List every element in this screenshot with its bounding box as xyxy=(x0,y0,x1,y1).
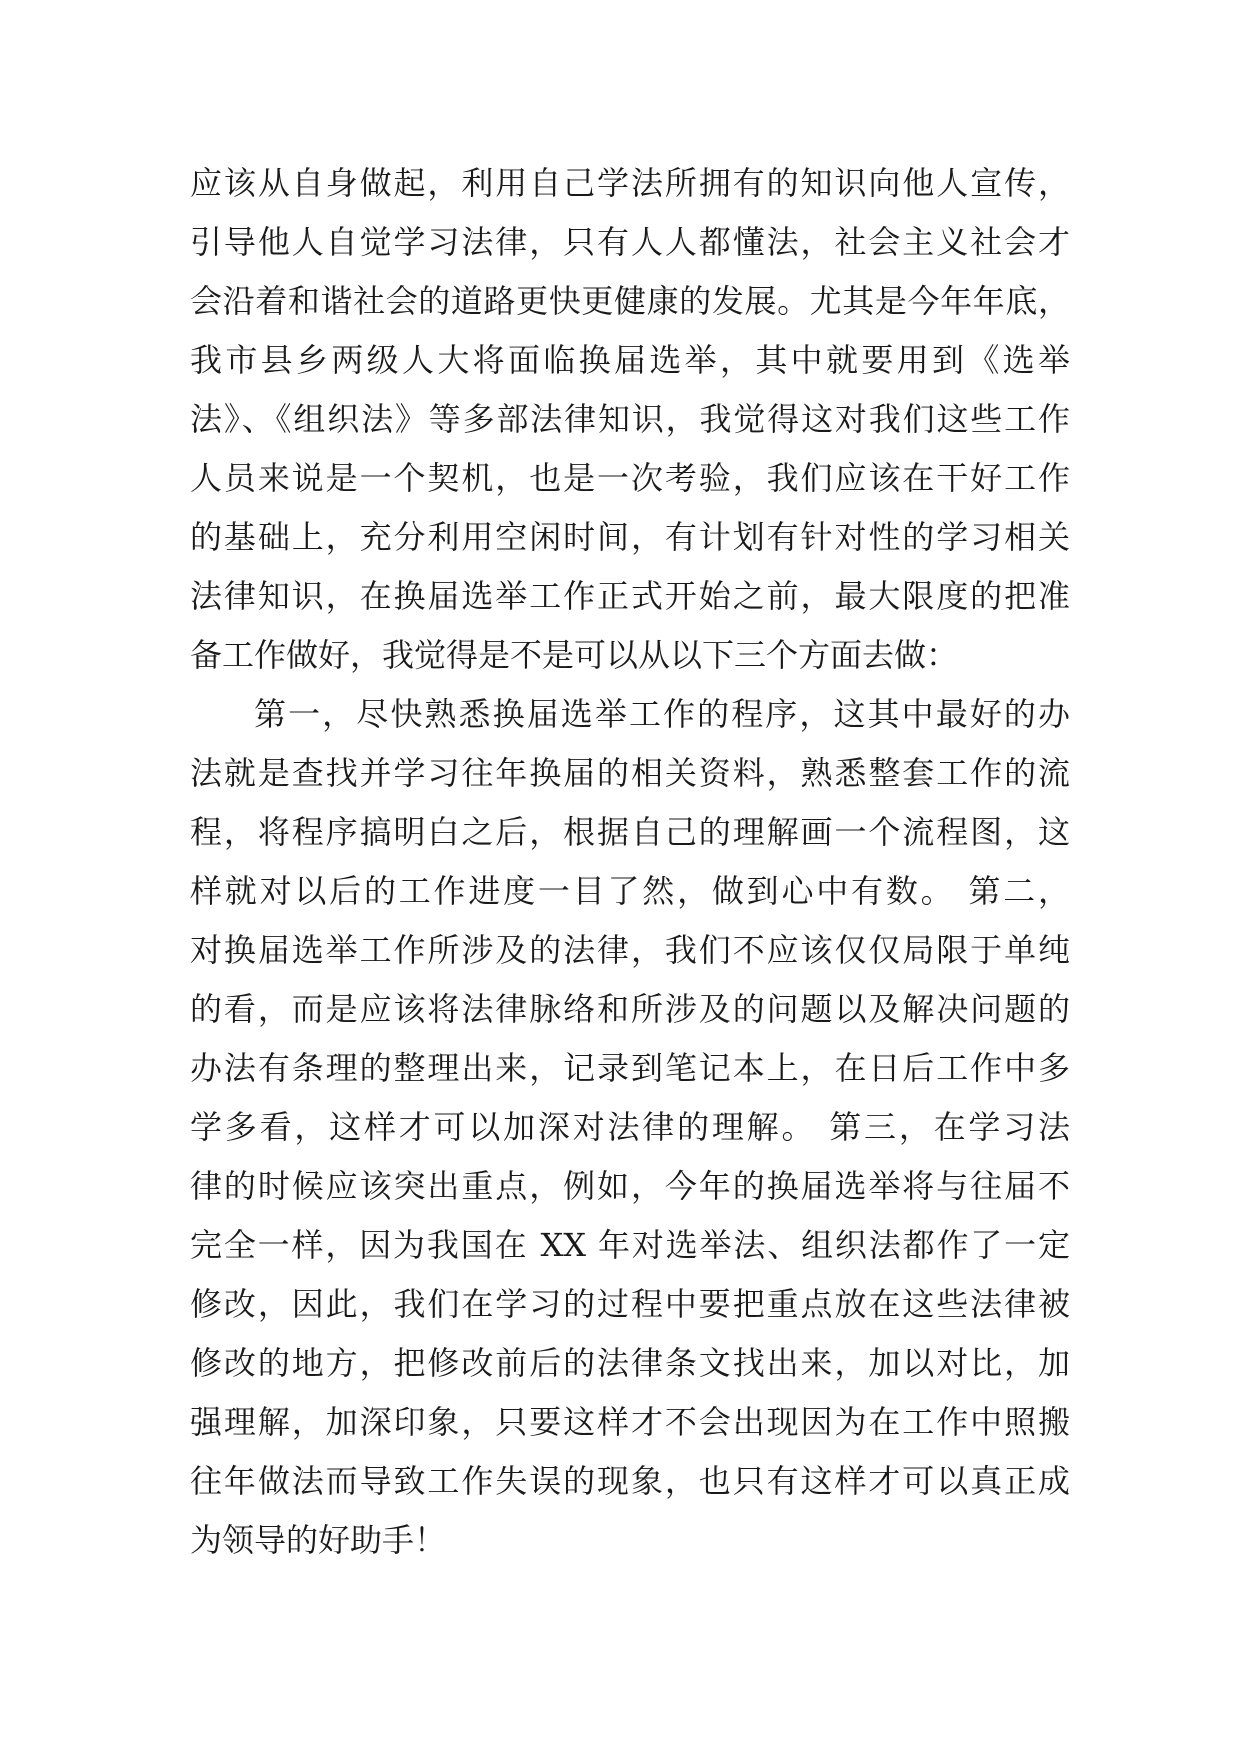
text-line: 引导他人自觉学习法律，只有人人都懂法，社会主义社会才 xyxy=(190,223,1070,261)
text-line: 会沿着和谐社会的道路更快更健康的发展。尤其是今年年底， xyxy=(190,282,1070,320)
text-line: 对换届选举工作所涉及的法律，我们不应该仅仅局限于单纯 xyxy=(190,931,1070,969)
text-line: 修改的地方，把修改前后的法律条文找出来，加以对比，加 xyxy=(190,1344,1070,1382)
text-line: 强理解，加深印象，只要这样才不会出现因为在工作中照搬 xyxy=(190,1403,1070,1441)
text-line: 的看，而是应该将法律脉络和所涉及的问题以及解决问题的 xyxy=(190,990,1070,1028)
text-line: 应该从自身做起，利用自己学法所拥有的知识向他人宣传， xyxy=(190,164,1070,202)
text-line: 学多看，这样才可以加深对法律的理解。 第三，在学习法 xyxy=(190,1108,1070,1146)
text-line: 程，将程序搞明白之后，根据自己的理解画一个流程图，这 xyxy=(190,813,1070,851)
text-line: 备工作做好，我觉得是不是可以从以下三个方面去做： xyxy=(190,636,959,674)
text-line: 办法有条理的整理出来，记录到笔记本上，在日后工作中多 xyxy=(190,1049,1070,1087)
text-line: 修改，因此，我们在学习的过程中要把重点放在这些法律被 xyxy=(190,1285,1070,1323)
text-line: 样就对以后的工作进度一目了然，做到心中有数。 第二， xyxy=(190,872,1070,910)
text-line: 的基础上，充分利用空闲时间，有计划有针对性的学习相关 xyxy=(190,518,1070,556)
text-line: 完全一样，因为我国在 XX 年对选举法、组织法都作了一定 xyxy=(190,1226,1070,1264)
text-line: 往年做法而导致工作失误的现象，也只有这样才可以真正成 xyxy=(190,1462,1070,1500)
paragraph-first-line: 第一，尽快熟悉换届选举工作的程序，这其中最好的办 xyxy=(254,695,1070,733)
body-text xyxy=(190,154,1070,1570)
text-line: 为领导的好助手！ xyxy=(190,1521,447,1559)
text-line: 律的时候应该突出重点，例如，今年的换届选举将与往届不 xyxy=(190,1167,1070,1205)
text-line: 人员来说是一个契机，也是一次考验，我们应该在干好工作 xyxy=(190,459,1070,497)
text-line: 法》、《组织法》等多部法律知识，我觉得这对我们这些工作 xyxy=(190,400,1070,438)
text-line: 我市县乡两级人大将面临换届选举，其中就要用到《选举 xyxy=(190,341,1070,379)
text-line: 法就是查找并学习往年换届的相关资料，熟悉整套工作的流 xyxy=(190,754,1070,792)
text-line: 法律知识，在换届选举工作正式开始之前，最大限度的把准 xyxy=(190,577,1070,615)
